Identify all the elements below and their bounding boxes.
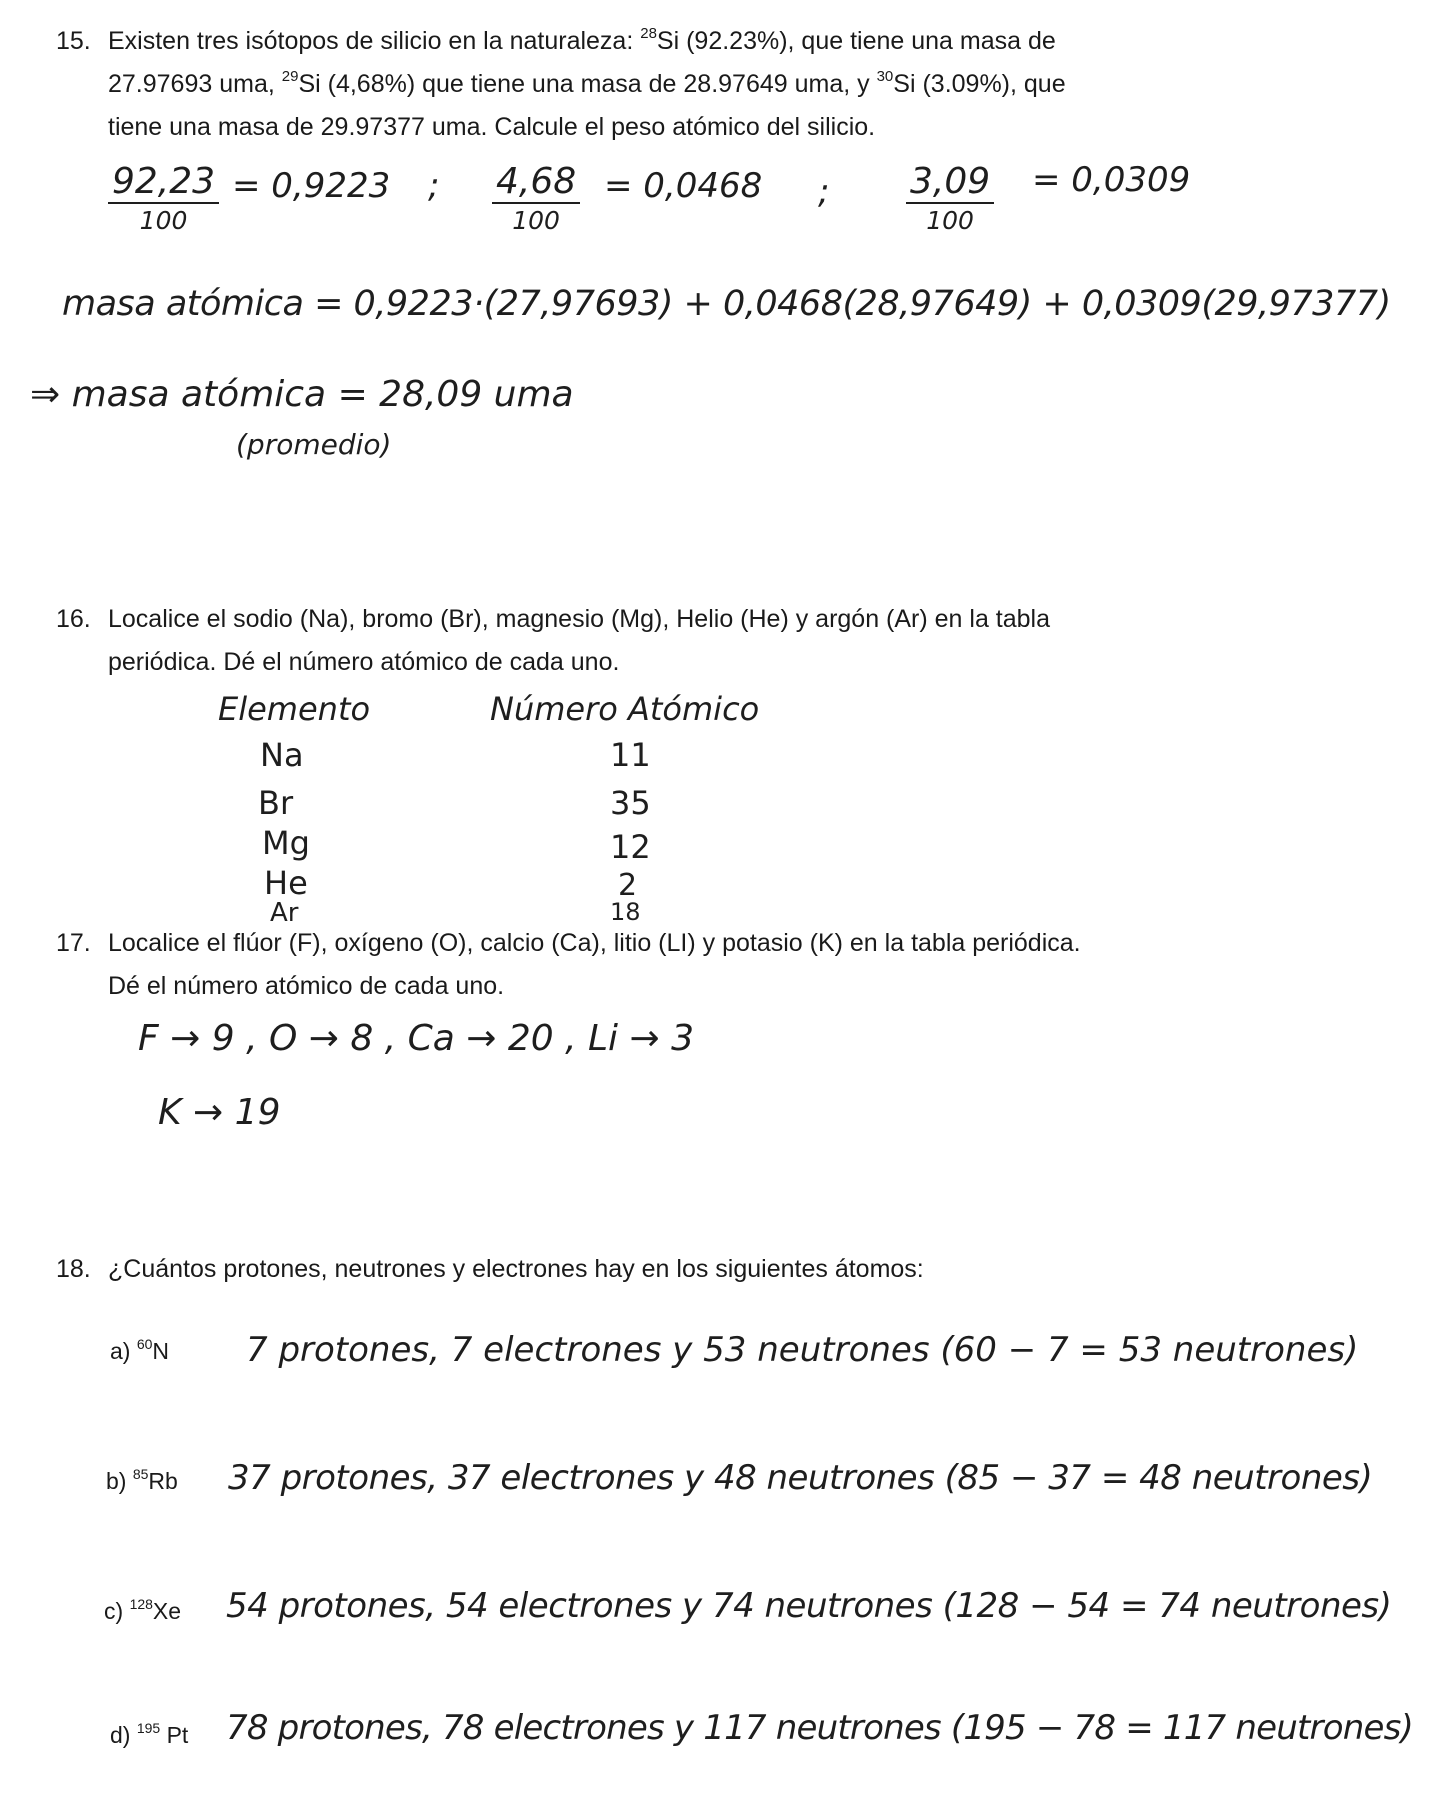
atom-label: d) $^{195}$ Pt <box>110 1720 189 1748</box>
particle-count-answer: 7 protones, 7 electrones y 53 neutrones (60 − 7 = 53 neutrones) <box>246 1330 1359 1370</box>
fraction-1-result: = 0,9223 <box>232 166 391 206</box>
table-row-number: 2 <box>618 868 638 903</box>
atomic-mass-note: (promedio) <box>236 428 392 461</box>
separator: ; <box>428 166 440 206</box>
fraction-3-result: = 0,0309 <box>1032 160 1191 200</box>
question-text-line: Dé el número atómico de cada uno. <box>108 972 505 1000</box>
question-17 <box>56 922 1316 1008</box>
question-18 <box>56 1248 1316 1291</box>
table-row-element: Na <box>260 736 304 774</box>
atomic-mass-result: ⇒ masa atómica = 28,09 uma <box>30 374 574 415</box>
table-row-number: 18 <box>610 898 641 926</box>
particle-count-answer: 78 protones, 78 electrones y 117 neutrones (195 − 78 = 117 neutrones) <box>226 1708 1413 1748</box>
table-header-element: Elemento <box>218 690 371 728</box>
question-text-line: ¿Cuántos protones, neutrones y electrones hay en los siguientes átomos: <box>108 1255 924 1283</box>
atomic-numbers-answer: K → 19 <box>158 1092 281 1133</box>
fraction-1: 92,23 100 <box>108 162 219 238</box>
particle-count-answer: 54 protones, 54 electrones y 74 neutrones (128 − 54 = 74 neutrones) <box>226 1586 1392 1626</box>
question-number: 16. <box>56 605 91 633</box>
atomic-mass-formula: masa atómica = 0,9223·(27,97693) + 0,0468(28,97649) + 0,0309(29,97377) <box>62 284 1391 324</box>
question-number: 15. <box>56 27 91 55</box>
particle-count-answer: 37 protones, 37 electrones y 48 neutrones (85 − 37 = 48 neutrones) <box>228 1458 1373 1498</box>
table-row-element: He <box>264 864 308 902</box>
fraction-2: 4,68 100 <box>492 162 580 238</box>
table-row-element: Mg <box>262 824 310 862</box>
question-15 <box>56 20 1316 149</box>
table-row-number: 12 <box>610 828 651 866</box>
table-header-number: Número Atómico <box>490 690 760 728</box>
separator: ; <box>818 172 830 212</box>
question-number: 18. <box>56 1255 91 1283</box>
atom-label: c) $^{128}$Xe <box>104 1596 182 1624</box>
question-text-line: Localice el sodio (Na), bromo (Br), magnesio (Mg), Helio (He) y argón (Ar) en la tabla <box>108 605 1051 633</box>
question-16 <box>56 598 1316 684</box>
table-row-element: Br <box>258 784 294 822</box>
question-text-line: Localice el flúor (F), oxígeno (O), calcio (Ca), litio (LI) y potasio (K) en la tabla periódica. <box>108 929 1081 957</box>
table-row-number: 35 <box>610 784 651 822</box>
atomic-numbers-answer: F → 9 , O → 8 , Ca → 20 , Li → 3 <box>138 1018 695 1059</box>
question-text-line: tiene una masa de 29.97377 uma. Calcule el peso atómico del silicio. <box>108 113 876 141</box>
table-row-number: 11 <box>610 736 651 774</box>
question-text-line: 27.97693 uma, $^{29}$Si (4,68%) que tiene una masa de 28.97649 uma, y $^{30}$Si (3.09%), que <box>108 68 1066 98</box>
question-text-line: Existen tres isótopos de silicio en la naturaleza: $^{28}$Si (92.23%), que tiene una masa de <box>108 25 1056 55</box>
atom-label: a) $^{60}$N <box>110 1336 170 1364</box>
table-row-element: Ar <box>270 898 299 928</box>
fraction-2-result: = 0,0468 <box>604 166 763 206</box>
fraction-3: 3,09 100 <box>906 162 994 238</box>
question-number: 17. <box>56 929 91 957</box>
atom-label: b) $^{85}$Rb <box>106 1466 178 1494</box>
question-text-line: periódica. Dé el número atómico de cada uno. <box>108 648 620 676</box>
